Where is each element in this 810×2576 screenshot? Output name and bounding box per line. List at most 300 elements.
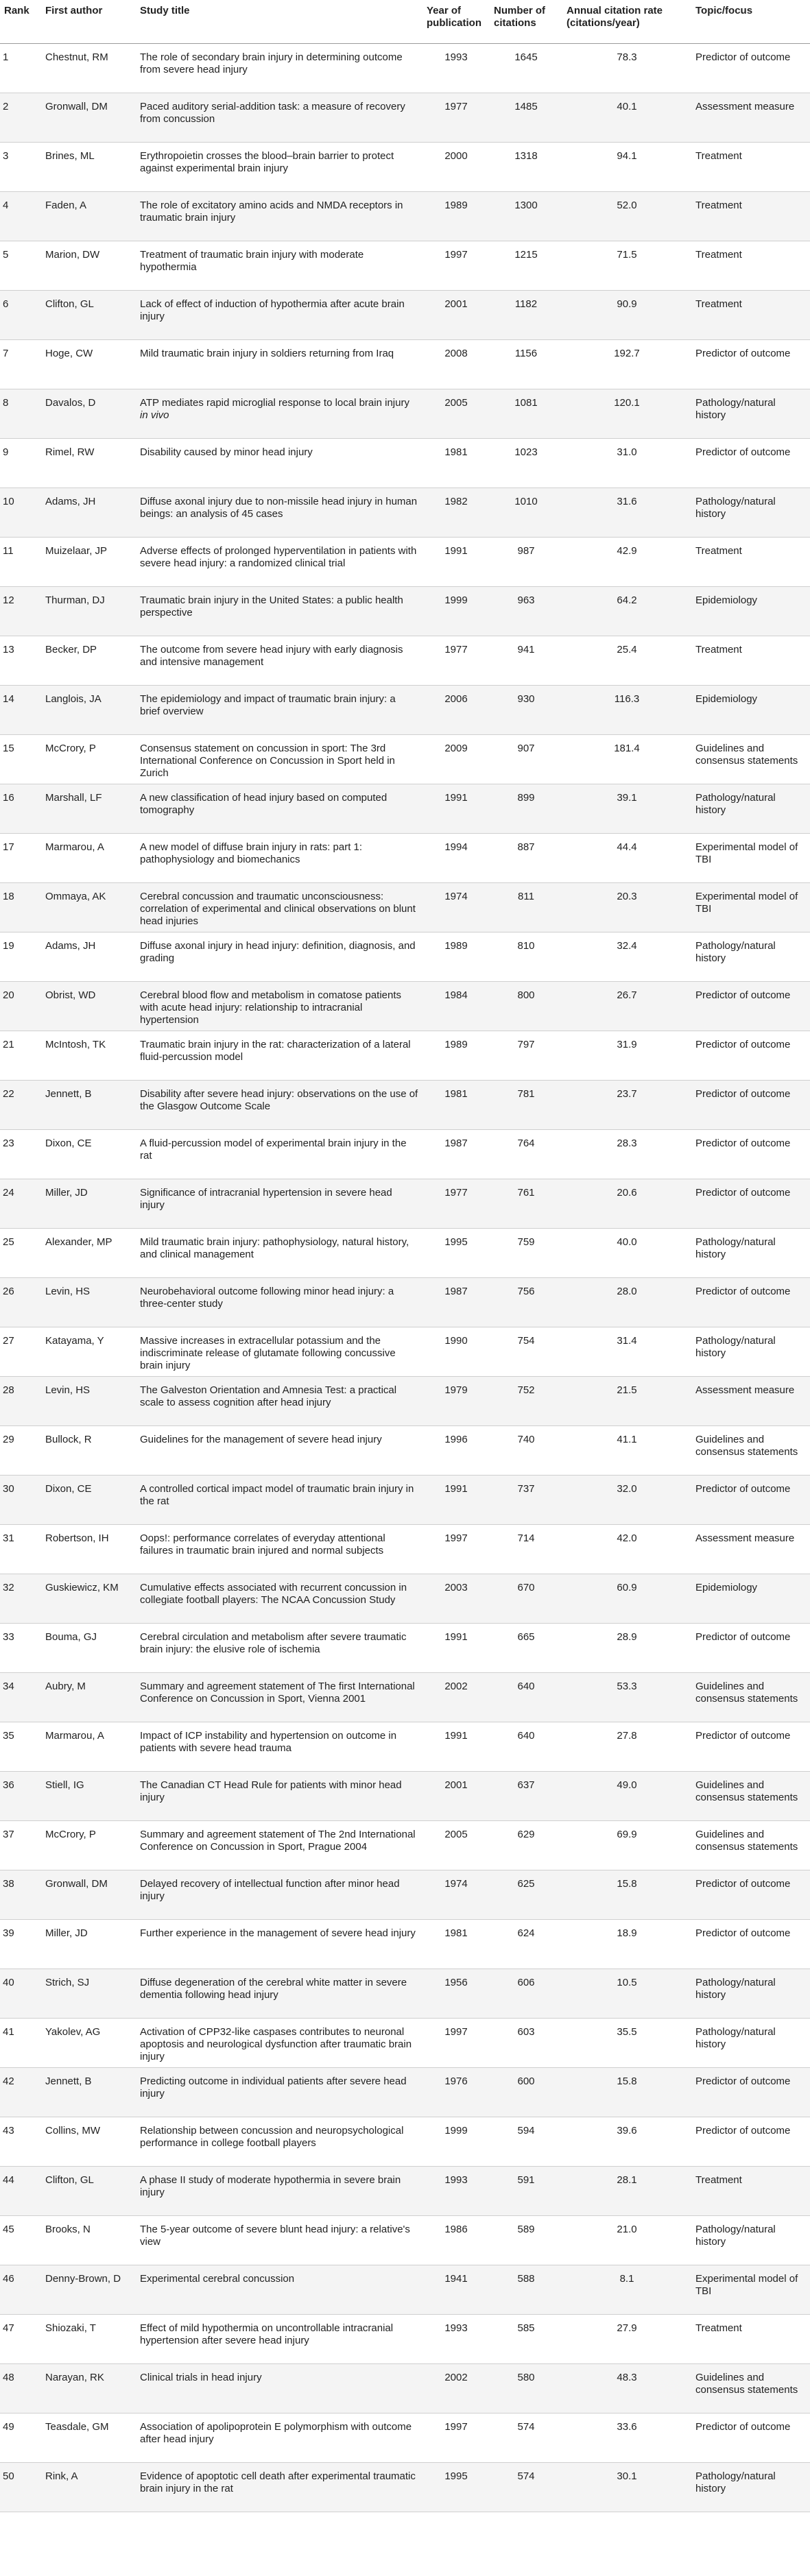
study-title-text: ATP mediates rapid microglial response to local brain injury — [140, 397, 409, 409]
table-row — [0, 2167, 810, 2216]
cell-study-title: Activation of CPP32-like caspases contributes to neuronal apoptosis and neurological dysfunction after traumatic brain injury — [136, 2019, 422, 2068]
cell-study-title: Paced auditory serial-addition task: a measure of recovery from concussion — [136, 93, 422, 143]
cell-study-title: The epidemiology and impact of traumatic brain injury: a brief overview — [136, 686, 422, 735]
cell-citations: 637 — [490, 1772, 562, 1821]
table-row — [0, 1722, 810, 1772]
cell-topic: Pathology/natural history — [691, 2463, 810, 2512]
cell-rank: 9 — [0, 439, 41, 488]
cell-annual-rate: 53.3 — [562, 1673, 691, 1722]
table-row — [0, 2463, 810, 2512]
cell-year: 1977 — [422, 1179, 490, 1229]
cell-citations: 574 — [490, 2463, 562, 2512]
cell-topic: Predictor of outcome — [691, 2068, 810, 2117]
cell-topic: Predictor of outcome — [691, 2414, 810, 2463]
cell-first-author: Marion, DW — [41, 241, 136, 291]
cell-topic: Predictor of outcome — [691, 439, 810, 488]
cell-first-author: Marshall, LF — [41, 784, 136, 834]
cell-annual-rate: 181.4 — [562, 735, 691, 784]
table-row — [0, 784, 810, 834]
cell-first-author: Aubry, M — [41, 1673, 136, 1722]
cell-rank: 19 — [0, 932, 41, 982]
cell-citations: 800 — [490, 982, 562, 1031]
cell-year: 2005 — [422, 1821, 490, 1870]
cell-topic: Pathology/natural history — [691, 389, 810, 439]
cell-first-author: Bullock, R — [41, 1426, 136, 1476]
cell-citations: 1010 — [490, 488, 562, 538]
cell-rank: 15 — [0, 735, 41, 784]
cell-annual-rate: 31.9 — [562, 1031, 691, 1081]
cell-first-author: Bouma, GJ — [41, 1624, 136, 1673]
cell-annual-rate: 28.9 — [562, 1624, 691, 1673]
cell-rank: 7 — [0, 340, 41, 389]
cell-topic: Predictor of outcome — [691, 1920, 810, 1969]
cell-topic: Assessment measure — [691, 1377, 810, 1426]
cell-year: 1956 — [422, 1969, 490, 2019]
cell-year: 1997 — [422, 1525, 490, 1574]
cell-annual-rate: 15.8 — [562, 1870, 691, 1920]
cell-first-author: Collins, MW — [41, 2117, 136, 2167]
cell-citations: 594 — [490, 2117, 562, 2167]
cell-study-title: Cerebral concussion and traumatic unconsciousness: correlation of experimental and clinical observations on blunt head injuries — [136, 883, 422, 932]
cell-first-author: Adams, JH — [41, 932, 136, 982]
table-row — [0, 93, 810, 143]
cell-rank: 12 — [0, 587, 41, 636]
table-row — [0, 192, 810, 241]
cell-rank: 4 — [0, 192, 41, 241]
cell-annual-rate: 26.7 — [562, 982, 691, 1031]
cell-year: 2001 — [422, 1772, 490, 1821]
cell-year: 1991 — [422, 1624, 490, 1673]
table-body — [0, 44, 810, 2512]
cell-annual-rate: 71.5 — [562, 241, 691, 291]
header-year: Year of publication — [422, 0, 490, 44]
cell-annual-rate: 60.9 — [562, 1574, 691, 1624]
cell-annual-rate: 90.9 — [562, 291, 691, 340]
cell-annual-rate: 27.9 — [562, 2315, 691, 2364]
cell-rank: 8 — [0, 389, 41, 439]
cell-first-author: Clifton, GL — [41, 2167, 136, 2216]
cell-first-author: Langlois, JA — [41, 686, 136, 735]
cell-study-title: Disability after severe head injury: observations on the use of the Glasgow Outcome Scale — [136, 1081, 422, 1130]
cell-year: 1993 — [422, 2315, 490, 2364]
cell-citations: 1645 — [490, 44, 562, 93]
cell-annual-rate: 39.6 — [562, 2117, 691, 2167]
cell-first-author: McCrory, P — [41, 1821, 136, 1870]
cell-study-title: Lack of effect of induction of hypothermia after acute brain injury — [136, 291, 422, 340]
table-row — [0, 2265, 810, 2315]
cell-topic: Predictor of outcome — [691, 1081, 810, 1130]
cell-rank: 41 — [0, 2019, 41, 2068]
cell-topic: Predictor of outcome — [691, 1130, 810, 1179]
cell-year: 1979 — [422, 1377, 490, 1426]
cell-study-title: A new classification of head injury based on computed tomography — [136, 784, 422, 834]
cell-rank: 27 — [0, 1327, 41, 1377]
cell-first-author: Rimel, RW — [41, 439, 136, 488]
cell-rank: 31 — [0, 1525, 41, 1574]
cell-topic: Pathology/natural history — [691, 2216, 810, 2265]
table-row — [0, 1624, 810, 1673]
study-title-italic: in vivo — [140, 409, 169, 421]
cell-first-author: Chestnut, RM — [41, 44, 136, 93]
cell-first-author: McCrory, P — [41, 735, 136, 784]
header-citations: Number of citations — [490, 0, 562, 44]
cell-topic: Treatment — [691, 538, 810, 587]
cell-annual-rate: 21.0 — [562, 2216, 691, 2265]
cell-topic: Treatment — [691, 143, 810, 192]
cell-topic: Assessment measure — [691, 93, 810, 143]
cell-annual-rate: 31.6 — [562, 488, 691, 538]
cell-annual-rate: 35.5 — [562, 2019, 691, 2068]
table-row — [0, 1377, 810, 1426]
cell-annual-rate: 49.0 — [562, 1772, 691, 1821]
cell-study-title: A phase II study of moderate hypothermia in severe brain injury — [136, 2167, 422, 2216]
cell-annual-rate: 42.0 — [562, 1525, 691, 1574]
cell-citations: 1081 — [490, 389, 562, 439]
cell-topic: Guidelines and consensus statements — [691, 1821, 810, 1870]
cell-year: 1984 — [422, 982, 490, 1031]
cell-year: 1982 — [422, 488, 490, 538]
cell-citations: 759 — [490, 1229, 562, 1278]
cell-first-author: Hoge, CW — [41, 340, 136, 389]
cell-citations: 625 — [490, 1870, 562, 1920]
cell-citations: 930 — [490, 686, 562, 735]
cell-annual-rate: 27.8 — [562, 1722, 691, 1772]
cell-topic: Experimental model of TBI — [691, 2265, 810, 2315]
cell-rank: 33 — [0, 1624, 41, 1673]
cell-citations: 714 — [490, 1525, 562, 1574]
table-row — [0, 1081, 810, 1130]
cell-rank: 48 — [0, 2364, 41, 2414]
cell-first-author: Brooks, N — [41, 2216, 136, 2265]
cell-annual-rate: 116.3 — [562, 686, 691, 735]
cell-topic: Treatment — [691, 2167, 810, 2216]
cell-topic: Predictor of outcome — [691, 1278, 810, 1327]
cell-first-author: Brines, ML — [41, 143, 136, 192]
cell-citations: 963 — [490, 587, 562, 636]
cell-study-title: Erythropoietin crosses the blood–brain barrier to protect against experimental brain injury — [136, 143, 422, 192]
cell-citations: 740 — [490, 1426, 562, 1476]
cell-first-author: Dixon, CE — [41, 1476, 136, 1525]
cell-year: 1991 — [422, 1722, 490, 1772]
table-row — [0, 1031, 810, 1081]
cell-annual-rate: 28.0 — [562, 1278, 691, 1327]
cell-first-author: Adams, JH — [41, 488, 136, 538]
cell-annual-rate: 39.1 — [562, 784, 691, 834]
cell-study-title: Disability caused by minor head injury — [136, 439, 422, 488]
cell-citations: 665 — [490, 1624, 562, 1673]
cell-rank: 30 — [0, 1476, 41, 1525]
cell-annual-rate: 28.3 — [562, 1130, 691, 1179]
cell-study-title: Traumatic brain injury in the rat: characterization of a lateral fluid-percussion model — [136, 1031, 422, 1081]
cell-citations: 756 — [490, 1278, 562, 1327]
cell-rank: 32 — [0, 1574, 41, 1624]
table-row — [0, 291, 810, 340]
header-first-author: First author — [41, 0, 136, 44]
cell-annual-rate: 33.6 — [562, 2414, 691, 2463]
cell-first-author: Levin, HS — [41, 1377, 136, 1426]
table-row — [0, 1525, 810, 1574]
cell-first-author: Jennett, B — [41, 1081, 136, 1130]
cell-annual-rate: 48.3 — [562, 2364, 691, 2414]
cell-citations: 737 — [490, 1476, 562, 1525]
cell-citations: 1182 — [490, 291, 562, 340]
cell-rank: 11 — [0, 538, 41, 587]
table-row — [0, 1426, 810, 1476]
cell-citations: 1485 — [490, 93, 562, 143]
cell-topic: Pathology/natural history — [691, 488, 810, 538]
cell-year: 1989 — [422, 932, 490, 982]
cell-first-author: Ommaya, AK — [41, 883, 136, 932]
cell-rank: 25 — [0, 1229, 41, 1278]
table-row — [0, 587, 810, 636]
cell-rank: 17 — [0, 834, 41, 883]
cell-annual-rate: 41.1 — [562, 1426, 691, 1476]
cell-year: 1981 — [422, 439, 490, 488]
cell-rank: 18 — [0, 883, 41, 932]
cell-annual-rate: 42.9 — [562, 538, 691, 587]
table-row — [0, 834, 810, 883]
table-row — [0, 735, 810, 784]
cell-year: 1993 — [422, 44, 490, 93]
cell-rank: 49 — [0, 2414, 41, 2463]
table-row — [0, 883, 810, 932]
cell-first-author: Marmarou, A — [41, 1722, 136, 1772]
cell-citations: 1318 — [490, 143, 562, 192]
cell-year: 1995 — [422, 1229, 490, 1278]
cell-annual-rate: 28.1 — [562, 2167, 691, 2216]
cell-rank: 39 — [0, 1920, 41, 1969]
cell-study-title: The Canadian CT Head Rule for patients with minor head injury — [136, 1772, 422, 1821]
cell-topic: Pathology/natural history — [691, 1969, 810, 2019]
cell-topic: Pathology/natural history — [691, 1327, 810, 1377]
cell-first-author: Teasdale, GM — [41, 2414, 136, 2463]
header-topic: Topic/focus — [691, 0, 810, 44]
cell-study-title: Summary and agreement statement of The 2nd International Conference on Concussion in Sport, Prague 2004 — [136, 1821, 422, 1870]
cell-rank: 16 — [0, 784, 41, 834]
cell-year: 1990 — [422, 1327, 490, 1377]
cell-rank: 13 — [0, 636, 41, 686]
cell-first-author: Stiell, IG — [41, 1772, 136, 1821]
cell-year: 1994 — [422, 834, 490, 883]
table-row — [0, 1574, 810, 1624]
cell-year: 2001 — [422, 291, 490, 340]
cell-annual-rate: 10.5 — [562, 1969, 691, 2019]
table-row — [0, 1476, 810, 1525]
cell-annual-rate: 52.0 — [562, 192, 691, 241]
cell-topic: Assessment measure — [691, 1525, 810, 1574]
cell-annual-rate: 31.0 — [562, 439, 691, 488]
table-row — [0, 1179, 810, 1229]
cell-first-author: Clifton, GL — [41, 291, 136, 340]
cell-year: 1981 — [422, 1920, 490, 1969]
cell-topic: Guidelines and consensus statements — [691, 735, 810, 784]
cell-study-title: Impact of ICP instability and hypertension on outcome in patients with severe head trauma — [136, 1722, 422, 1772]
cell-study-title: A controlled cortical impact model of traumatic brain injury in the rat — [136, 1476, 422, 1525]
cell-annual-rate: 32.0 — [562, 1476, 691, 1525]
table-row — [0, 389, 810, 439]
cell-year: 1977 — [422, 93, 490, 143]
cell-first-author: Miller, JD — [41, 1920, 136, 1969]
table-row — [0, 1870, 810, 1920]
cell-topic: Pathology/natural history — [691, 932, 810, 982]
cell-rank: 46 — [0, 2265, 41, 2315]
cell-rank: 10 — [0, 488, 41, 538]
cell-topic: Treatment — [691, 241, 810, 291]
cell-topic: Predictor of outcome — [691, 1722, 810, 1772]
cell-citations: 1156 — [490, 340, 562, 389]
table-row — [0, 932, 810, 982]
cell-year: 2002 — [422, 2364, 490, 2414]
cell-topic: Predictor of outcome — [691, 982, 810, 1031]
cell-topic: Predictor of outcome — [691, 1476, 810, 1525]
cell-topic: Treatment — [691, 2315, 810, 2364]
cell-study-title: Traumatic brain injury in the United States: a public health perspective — [136, 587, 422, 636]
table-row — [0, 1673, 810, 1722]
cell-rank: 24 — [0, 1179, 41, 1229]
cell-citations: 761 — [490, 1179, 562, 1229]
table-row — [0, 686, 810, 735]
cell-rank: 42 — [0, 2068, 41, 2117]
cell-citations: 987 — [490, 538, 562, 587]
cell-year: 1974 — [422, 1870, 490, 1920]
cell-rank: 23 — [0, 1130, 41, 1179]
cell-first-author: Katayama, Y — [41, 1327, 136, 1377]
cell-rank: 3 — [0, 143, 41, 192]
cell-year: 1993 — [422, 2167, 490, 2216]
table-row — [0, 143, 810, 192]
cell-citations: 887 — [490, 834, 562, 883]
cell-study-title: Guidelines for the management of severe head injury — [136, 1426, 422, 1476]
cell-citations: 1023 — [490, 439, 562, 488]
cell-rank: 1 — [0, 44, 41, 93]
table-row — [0, 1969, 810, 2019]
cell-first-author: Gronwall, DM — [41, 93, 136, 143]
cell-rank: 47 — [0, 2315, 41, 2364]
cell-citations: 670 — [490, 1574, 562, 1624]
cell-citations: 764 — [490, 1130, 562, 1179]
table-row — [0, 2315, 810, 2364]
cell-year: 1991 — [422, 784, 490, 834]
cell-rank: 40 — [0, 1969, 41, 2019]
cell-year: 1997 — [422, 241, 490, 291]
cell-citations: 752 — [490, 1377, 562, 1426]
cell-annual-rate: 69.9 — [562, 1821, 691, 1870]
cell-first-author: Guskiewicz, KM — [41, 1574, 136, 1624]
cell-year: 1989 — [422, 192, 490, 241]
cell-citations: 585 — [490, 2315, 562, 2364]
header-row — [0, 0, 810, 44]
table-row — [0, 1920, 810, 1969]
cell-study-title: Cerebral circulation and metabolism after severe traumatic brain injury: the elusive role of ischemia — [136, 1624, 422, 1673]
cell-first-author: Obrist, WD — [41, 982, 136, 1031]
cell-topic: Epidemiology — [691, 587, 810, 636]
cell-study-title: Effect of mild hypothermia on uncontrollable intracranial hypertension after severe head injury — [136, 2315, 422, 2364]
cell-year: 2006 — [422, 686, 490, 735]
cell-citations: 629 — [490, 1821, 562, 1870]
table-row — [0, 636, 810, 686]
cell-year: 1976 — [422, 2068, 490, 2117]
cell-study-title: Evidence of apoptotic cell death after experimental traumatic brain injury in the rat — [136, 2463, 422, 2512]
cell-annual-rate: 18.9 — [562, 1920, 691, 1969]
cell-study-title: The role of excitatory amino acids and NMDA receptors in traumatic brain injury — [136, 192, 422, 241]
table-row — [0, 1130, 810, 1179]
table-row — [0, 340, 810, 389]
cell-study-title: Oops!: performance correlates of everyday attentional failures in traumatic brain injured and normal subjects — [136, 1525, 422, 1574]
cell-topic: Pathology/natural history — [691, 1229, 810, 1278]
cell-annual-rate: 32.4 — [562, 932, 691, 982]
cell-citations: 640 — [490, 1673, 562, 1722]
cell-citations: 941 — [490, 636, 562, 686]
cell-rank: 38 — [0, 1870, 41, 1920]
table-row — [0, 2414, 810, 2463]
cell-topic: Guidelines and consensus statements — [691, 1772, 810, 1821]
table-row — [0, 1772, 810, 1821]
cell-first-author: Faden, A — [41, 192, 136, 241]
table-row — [0, 1327, 810, 1377]
cell-study-title: Association of apolipoprotein E polymorphism with outcome after head injury — [136, 2414, 422, 2463]
cell-study-title: Cerebral blood flow and metabolism in comatose patients with acute head injury: relationship to intracranial hypertension — [136, 982, 422, 1031]
cell-year: 1987 — [422, 1278, 490, 1327]
cell-first-author: Davalos, D — [41, 389, 136, 439]
cell-study-title: Massive increases in extracellular potassium and the indiscriminate release of glutamate following concussive brain injury — [136, 1327, 422, 1377]
cell-topic: Guidelines and consensus statements — [691, 2364, 810, 2414]
table-row — [0, 538, 810, 587]
table-row — [0, 1278, 810, 1327]
cell-citations: 907 — [490, 735, 562, 784]
cell-study-title: Experimental cerebral concussion — [136, 2265, 422, 2315]
table-row — [0, 488, 810, 538]
cell-study-title: Mild traumatic brain injury in soldiers returning from Iraq — [136, 340, 422, 389]
cell-year: 1981 — [422, 1081, 490, 1130]
cell-first-author: Marmarou, A — [41, 834, 136, 883]
table-row — [0, 982, 810, 1031]
cell-first-author: Miller, JD — [41, 1179, 136, 1229]
cell-year: 1999 — [422, 2117, 490, 2167]
cell-study-title: Mild traumatic brain injury: pathophysiology, natural history, and clinical management — [136, 1229, 422, 1278]
cell-citations: 624 — [490, 1920, 562, 1969]
cell-topic: Treatment — [691, 192, 810, 241]
cell-topic: Predictor of outcome — [691, 1870, 810, 1920]
header-study-title: Study title — [136, 0, 422, 44]
cell-study-title: Cumulative effects associated with recurrent concussion in collegiate football players: The NCAA Concussion Study — [136, 1574, 422, 1624]
cell-year: 1974 — [422, 883, 490, 932]
cell-annual-rate: 23.7 — [562, 1081, 691, 1130]
cell-citations: 781 — [490, 1081, 562, 1130]
cell-study-title: Neurobehavioral outcome following minor head injury: a three-center study — [136, 1278, 422, 1327]
cell-year: 1991 — [422, 1476, 490, 1525]
table-row — [0, 1229, 810, 1278]
cell-year: 2008 — [422, 340, 490, 389]
cell-annual-rate: 44.4 — [562, 834, 691, 883]
cell-study-title: The Galveston Orientation and Amnesia Test: a practical scale to assess cognition after head injury — [136, 1377, 422, 1426]
cell-year: 1997 — [422, 2414, 490, 2463]
cell-rank: 14 — [0, 686, 41, 735]
table-row — [0, 2117, 810, 2167]
cell-rank: 26 — [0, 1278, 41, 1327]
cell-study-title: Clinical trials in head injury — [136, 2364, 422, 2414]
cell-first-author: Strich, SJ — [41, 1969, 136, 2019]
cell-study-title: The 5-year outcome of severe blunt head injury: a relative's view — [136, 2216, 422, 2265]
table-row — [0, 44, 810, 93]
table-row — [0, 2216, 810, 2265]
cell-citations: 811 — [490, 883, 562, 932]
cell-topic: Predictor of outcome — [691, 340, 810, 389]
cell-citations: 589 — [490, 2216, 562, 2265]
cell-citations: 574 — [490, 2414, 562, 2463]
cell-first-author: Gronwall, DM — [41, 1870, 136, 1920]
cell-annual-rate: 31.4 — [562, 1327, 691, 1377]
cell-citations: 1300 — [490, 192, 562, 241]
